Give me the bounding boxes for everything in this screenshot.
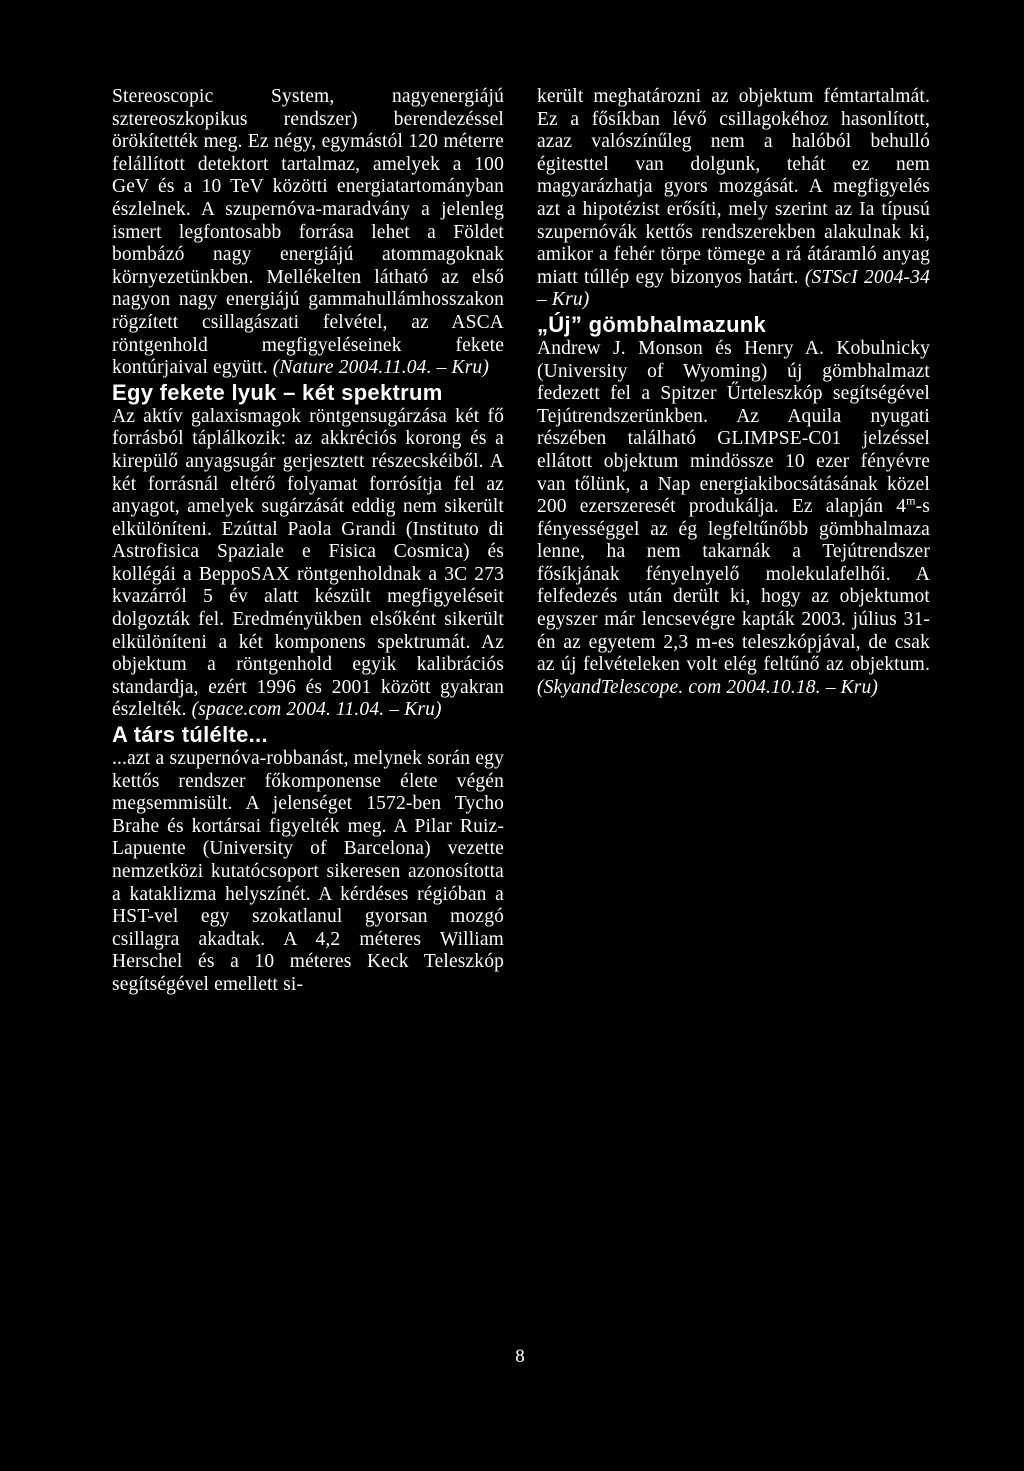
cluster-paragraph-text-1: Andrew J. Monson és Henry A. Kobulnicky (University of Wyoming) új gömbhalmazt fedezett fel a Spitzer Űrteleszkóp segítségével Tejútrendszerünkben. Az Aquila nyugati részében található GLIMPSE-C01 jelzéssel ellátott objektum mindössze 10 ezer fényévre van tőlünk, a Nap energiakibocsátásának közel 200 ezerszeresét produkálja. Ez alapján 4 — [537, 337, 930, 518]
black-hole-heading: Egy fekete lyuk – két spektrum — [112, 379, 443, 405]
intro-paragraph-text: Stereoscopic System, nagyenergiájú sztereoszkopikus rendszer) berendezéssel örökítették meg. Ez négy, egymástól 120 méterre felállított detektort tartalmaz, amelyek a 100 GeV és a 10 TeV közötti energiatartományban észlelnek. A szupernóva-maradvány a jelenleg ismert legfontosabb forrása lehet a Földet bombázó nagy energiájú atommagoknak környezetünkben. Mellékelten látható az első nagyon nagy energiájú gammahullámhosszakon rögzített csillagászati felvétel, az ASCA röntgenhold megfigyeléseinek fekete kontúrjaival együtt. — [112, 86, 504, 379]
magnitude-superscript: m — [906, 493, 916, 508]
intro-citation: (Nature 2004.11.04. – Kru) — [272, 357, 489, 379]
black-hole-citation: (space.com 2004. 11.04. – Kru) — [191, 699, 442, 721]
continuation-paragraph-text: került meghatározni az objektum fémtartalmát. Ez a fősíkban lévő csillagokéhoz hasonlított, azaz valószínűleg nem a halóból behulló égitesttel van dolgunk, tehát ez nem magyarázhatja gyors mozgását. A megfigyelés azt a hipotézist erősíti, mely szerint az Ia típusú szupernóvák kettős rendszerekben alakulnak ki, amikor a fehér törpe tömege a rá átáramló anyag miatt túllép egy bizonyos határt. — [537, 86, 930, 288]
companion-heading: A társ túlélte... — [112, 722, 268, 748]
page-number: 8 — [515, 1346, 525, 1367]
cluster-paragraph-text-2: -s fényességgel az ég legfeltűnőbb gömbhalmaza lenne, ha nem takarnák a Tejútrendszer fősíkjának fényelnyelő molekulafelhői. A felfedezés után derült ki, hogy az objektumot egyszer már lencsevégre kapták 2003. július 31-én az egyetem 2,3 m-es teleszkópjával, de csak az új felvételeken volt elég feltűnő az objektum. — [537, 496, 930, 676]
companion-paragraph: ...azt a szupernóva-robbanást, melynek során egy kettős rendszer főkomponense élete végén megsemmisült. A jelenséget 1572-ben Tycho Brahe és kortársai figyelték meg. A Pilar Ruiz-Lapuente (University of Barcelona) vezette nemzetközi kutatócsoport sikeresen azonosította a kataklizma helyszínét. A kérdéses régióban a HST-vel egy szokatlanul gyorsan mozgó csillagra akadtak. A 4,2 méteres William Herschel és a 10 méteres Keck Teleszkóp segítségével emellett si- — [112, 748, 504, 995]
continuation-citation: (STScI 2004-34 – Kru) — [537, 266, 930, 311]
continuation-paragraph — [537, 86, 930, 312]
cluster-citation: (SkyandTelescope. com 2004.10.18. – Kru) — [537, 676, 879, 698]
cluster-paragraph — [537, 338, 930, 700]
cluster-heading: „Új” gömbhalmazunk — [537, 311, 767, 337]
right-column — [537, 86, 930, 699]
black-hole-paragraph — [112, 406, 504, 722]
black-hole-paragraph-text: Az aktív galaxismagok röntgensugárzása két fő forrásból táplálkozik: az akkréciós korong és a kirepülő anyagsugár gerjesztett részecskéiből. A két forrásnál eltérő folyamat forrósítja fel az anyagot, amelyek sugárzását eddig nem sikerült elkülöníteni. Ezúttal Paola Grandi (Instituto di Astrofisica Spaziale e Fisica Cosmica) és kollégái a BeppoSAX röntgenholdnak a 3C 273 kvazárról 5 év alatt készült megfigyeléseit dolgozták fel. Eredményükben elsőként sikerült elkülöníteni a két komponens spektrumát. Az objektum a röntgenhold egyik kalibrációs standardja, ezért 1996 és 2001 között gyakran észlelték. — [112, 405, 504, 721]
left-column — [112, 86, 504, 997]
intro-paragraph — [112, 86, 504, 380]
